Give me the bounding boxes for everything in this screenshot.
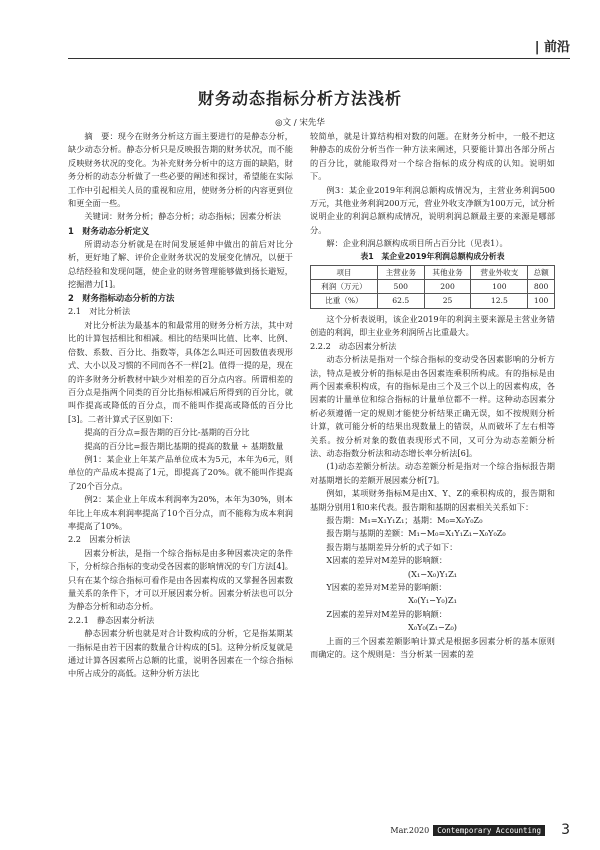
page-number: 3 (561, 822, 570, 838)
paragraph: X因素的差异对M差异的影响额： (326, 555, 448, 566)
formula: X₀Y₀(Z₁−Z₀) (408, 622, 457, 633)
section-label: | 前沿 (534, 40, 570, 55)
subsection-heading: 2.1 对比分析法 (68, 306, 131, 317)
paragraph: 解：企业利润总额构成项目所占百分比（见表1）。 (326, 238, 508, 249)
table-header-cell: 营业外收支 (471, 265, 528, 279)
table-header-cell: 其他业务 (424, 265, 471, 279)
paragraph: 较简单，就是计算结构相对数的问题。在财务分析中，一般不把这种静态的成份分析当作一种方法来阐述，只要能计算出各部分所占的百分比，就能取得对一个综合指标的成分构成的认知。说明如下。 (310, 131, 555, 182)
paragraph: 例1：某企业上年某产品单位成本为5元，本年为6元，则单位的产品成本提高了1元，即提高了20%。就不能叫作提高了20个百分点。 (68, 453, 293, 491)
table-cell: 100 (528, 294, 555, 308)
right-column (310, 130, 555, 661)
paragraph: Z因素的差异对M差异的影响额： (326, 608, 447, 619)
table-header-cell: 主营业务 (377, 265, 424, 279)
subsection-heading: 2.2.2 动态因素分析法 (310, 340, 397, 351)
paragraph: 动态分析法是指对一个综合指标的变动受各因素影响的分析方法，特点是被分析的指标是由各因素连乘积所构成。有的指标是由两个因素乘积构成，有的指标是由三个及三个以上的因素构成，各因素的计量单位和综合指标的计量单位都不一样。这种动态因素分析必须遵循一定的规则才能使分析结果正确无误，如不按规则分析计算，就可能分析的结果出现数量上的错误，从而破坏了左右相等关系。按分析对象的数值表现形式不同，又可分为动态差额分析法、动态指数分析法和动态增长率分析法[6]。 (310, 354, 555, 458)
left-column (68, 130, 293, 681)
formula: X₀(Y₁−Y₀)Z₁ (408, 595, 457, 606)
paragraph: 提高的百分点=报告期的百分比-基期的百分比 (84, 427, 250, 438)
subsection-heading: 2.2.1 静态因素分析法 (68, 614, 155, 625)
paragraph: 静态因素分析也就是对合计数构成的分析，它是指某期某一指标是由若干因素的数量合计构成的[5]。这种分析反复就是通过计算各因素所占总额的比重，说明各因素在一个综合指标中所占成分的高低。这种分析方法比 (68, 628, 293, 679)
paragraph: 对比分析法为最基本的和最常用的财务分析方法，其中对比的计算包括相比和相减。相比的结果叫比值、比率、比例、倍数、系数、百分比、指数等，具体怎么叫还可因数值表现形式、大小以及习惯的不同而各不一样[2]。值得一提的是，现在的许多财务分析教材中缺少对相差的百分点内容。所谓相差的百分点是指两个同类的百分比指标相减后所得到的百分比，就叫作提高或降低的百分点，而不能叫作提高或降低的百分比[3]。二者计算式子区别如下： (68, 319, 293, 424)
paragraph: (1)动态差额分析法。动态差额分析是指对一个综合指标报告期对基期增长的差额开展因素分析[7]。 (310, 461, 555, 485)
paragraph: 上面的三个因素差额影响计算式是根据多因素分析的基本原则而确定的。这个规则是：当分析某一因素的差 (310, 635, 555, 660)
profit-table (310, 265, 555, 309)
table-caption: 表1 某企业2019年利润总额构成分析表 (360, 251, 505, 261)
section-heading: 1 财务动态分析定义 (68, 225, 150, 236)
paragraph: 提高的百分比=报告期比基期的提高的数量 ÷ 基期数量 (84, 440, 284, 451)
paragraph: 所谓动态分析就是在时间发展延伸中做出的前后对比分析，更好地了解、评价企业财务状况的发展变化情况，以便于总结经验和发现问题，使企业的财务管理能够做到扬长避短，挖掘潜力[1]。 (68, 238, 293, 290)
table-header-cell: 总额 (528, 265, 555, 279)
formula: (X₁−X₀)Y₁Z₁ (407, 568, 458, 579)
table-cell: 利润（万元） (311, 280, 378, 294)
paragraph: 例3：某企业2019年利润总额构成情况为，主营业务利润500万元，其他业务利润200万元，营业外收支净额为100万元，试分析说明企业的利润总额构成情况，说明利润总额最主要的来源是哪部分。 (310, 184, 555, 235)
paragraph: 这个分析表说明，该企业2019年的利润主要来源是主营业务错创造的利润，即主业业务利润所占比重最大。 (310, 313, 555, 338)
paragraph: 摘 要：现今在财务分析这方面主要进行的是静态分析，缺少动态分析。静态分析只是反映报告期的财务状况，而不能反映财务状况的变化。为补充财务分析中的这方面的缺陷，財务分析的动态分析做了一些必要的阐述和探讨，希望能在实际工作中引起相关人员的重视和应用，使财务分析的内容更到位和更全面一些。 (68, 131, 293, 209)
section-heading: 2 财务指标动态分析的方法 (68, 293, 175, 304)
footer (390, 822, 570, 838)
paragraph: 例如，某项财务指标M是由X、Y、Z的乘积构成的，报告期和基期分别用1和0来代表。报告期和基期的因素相关关系如下： (310, 488, 555, 512)
paragraph: 报告期与基期差异分析的式子如下： (326, 541, 458, 552)
paragraph: 报告期：M₁=X₁Y₁Z₁；基期：M₀=X₀Y₀Z₀ (326, 514, 483, 525)
table-cell: 500 (377, 280, 424, 294)
article-author: ◎文 / 宋先华 (275, 118, 325, 128)
top-rule (68, 58, 570, 59)
paragraph: Y因素的差异对M差异的影响额： (326, 582, 447, 592)
table-header-cell: 项目 (311, 265, 378, 279)
table-row (311, 280, 555, 294)
table-cell: 12.5 (471, 294, 528, 308)
paragraph: 报告期与基期的差额：M₁−M₀=X₁Y₁Z₁−X₀Y₀Z₀ (326, 528, 506, 539)
paragraph: 因素分析法，是指一个综合指标是由多种因素决定的条件下，分析综合指标的变动受各因素的影响情况的专门方法[4]。只有在某个综合指标可看作是由各因素构成的又掌握各因素数量关系的条件下，才可以开展因素分析。因素分析法也可以分为静态分析和动态分析。 (68, 547, 293, 612)
table-cell: 比重（%） (311, 294, 378, 308)
table-cell: 62.5 (377, 294, 424, 308)
table-cell: 25 (424, 294, 471, 308)
footer-date: Mar.2020 (390, 825, 430, 835)
paragraph: 关键词：财务分析；静态分析；动态指标；因素分析法 (84, 211, 281, 222)
paragraph: 例2：某企业上年成本利润率为20%，本年为30%，则本年比上年成本利润率提高了10个百分点，而不能称为成本利润率提高了10%。 (68, 494, 293, 531)
footer-journal: Contemporary Accounting (433, 825, 545, 836)
table-cell: 100 (471, 280, 528, 294)
table-cell: 800 (528, 280, 555, 294)
article-title: 财务动态指标分析方法浅析 (197, 89, 402, 108)
table-row (311, 294, 555, 308)
subsection-heading: 2.2 因素分析法 (68, 534, 131, 545)
table-cell: 200 (424, 280, 471, 294)
